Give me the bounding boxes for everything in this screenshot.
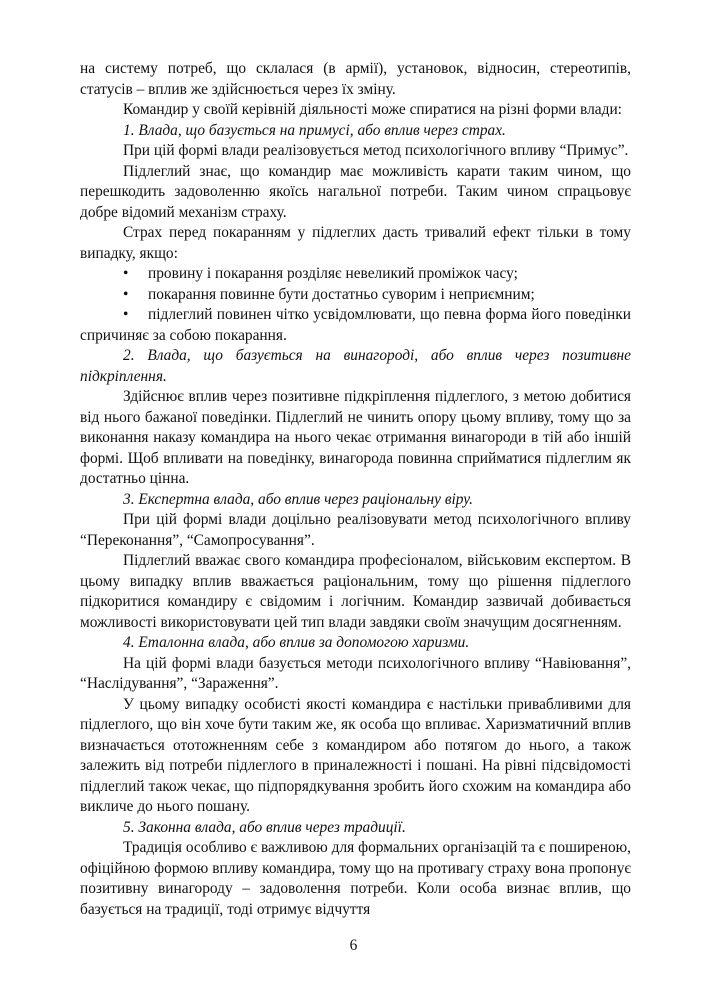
paragraph: При цій формі влади реалізовується метод психологічного впливу “Примус”. <box>123 142 629 159</box>
bullet-text: підлеглий повинен чітко усвідомлювати, що певна форма його поведінки спричиняє за собою покарання. <box>80 306 631 344</box>
paragraph: Традиція особливо є важливою для формальних організацій та є поширеною, офіційною формою впливу командира, тому що на противагу страху вона пропонує позитивну винагороду – задоволення потреби. Коли особа визнає вплив, що базується на традиції, тоді отримує відчуття <box>80 839 631 918</box>
bullet-marker: • <box>123 265 129 282</box>
paragraph: У цьому випадку особисті якості командира є настільки привабливими для підлеглого, що він хоче бути таким же, як особа що впливає. Харизматичний вплив визначається ототожненням себе з командиром або потягом до нього, а також залежить від потреби підлеглого в приналежності і пошані. На рівні підсвідомості підлеглий також чекає, що підпорядкування зробить його схожим на командира або викличе до нього пошану. <box>80 695 631 815</box>
page-number: 6 <box>349 937 358 954</box>
section-heading: 1. Влада, що базується на примусі, або вплив через страх. <box>123 121 506 139</box>
paragraph: Здійснює вплив через позитивне підкріплення підлеглого, з метою добитися від нього бажаної поведінки. Підлеглий не чинить опору цьому впливу, тому що за виконання наказу командира на нього чекає отримання винагороди в тій або іншій формі. Щоб впливати на поведінку, винагорода повинна сприйматися підлеглим як достатньо цінна. <box>80 388 631 487</box>
paragraph: Страх перед покаранням у підлеглих дасть тривалий ефект тільки в тому випадку, якщо: <box>80 224 631 262</box>
bullet-item <box>80 305 631 346</box>
bullet-marker: • <box>123 285 129 303</box>
section-heading: 2. Влада, що базується на винагороді, або вплив через позитивне підкріплення. <box>80 347 631 385</box>
document-body <box>80 59 631 920</box>
paragraph: Командир у своїй керівній діяльності може спиратися на різні форми влади: <box>123 101 622 118</box>
paragraph: Підлеглий знає, що командир має можливість карати таким чином, що перешкодить задоволенню якоїсь нагальної потреби. Таким чином спрацьовує добре відомий механізм страху. <box>80 162 631 221</box>
bullet-item <box>80 285 631 306</box>
section-heading: 5. Законна влада, або вплив через традиції. <box>123 818 406 836</box>
bullet-text: покарання повинне бути достатньо суворим і неприємним; <box>148 285 535 303</box>
bullet-text: провину і покарання розділяє невеликий проміжок часу; <box>148 265 518 282</box>
paragraph: При цій формі влади доцільно реалізовувати метод психологічного впливу “Переконання”, “Самопросування”. <box>80 511 631 549</box>
bullet-marker: • <box>123 306 129 323</box>
paragraph: На цій формі влади базується методи психологічного впливу “Навіювання”, “Наслідування”, “Зараження”. <box>80 654 631 692</box>
paragraph: на систему потреб, що склалася (в армії), установок, відносин, стереотипів, статусів – вплив же здійснюється через їх зміну. <box>80 60 631 98</box>
bullet-item <box>80 264 631 285</box>
section-heading: 3. Експертна влада, або вплив через раціональну віру. <box>123 490 474 508</box>
section-heading: 4. Еталонна влада, або вплив за допомогою харизми. <box>123 634 470 651</box>
paragraph: Підлеглий вважає свого командира професіоналом, військовим експертом. В цьому випадку вплив вважається раціональним, тому що рішення підлеглого підкоритися командиру є свідомим і логічним. Командир зазвичай добивається можливості використовувати цей тип влади завдяки своїм значущим досягненням. <box>80 552 631 631</box>
